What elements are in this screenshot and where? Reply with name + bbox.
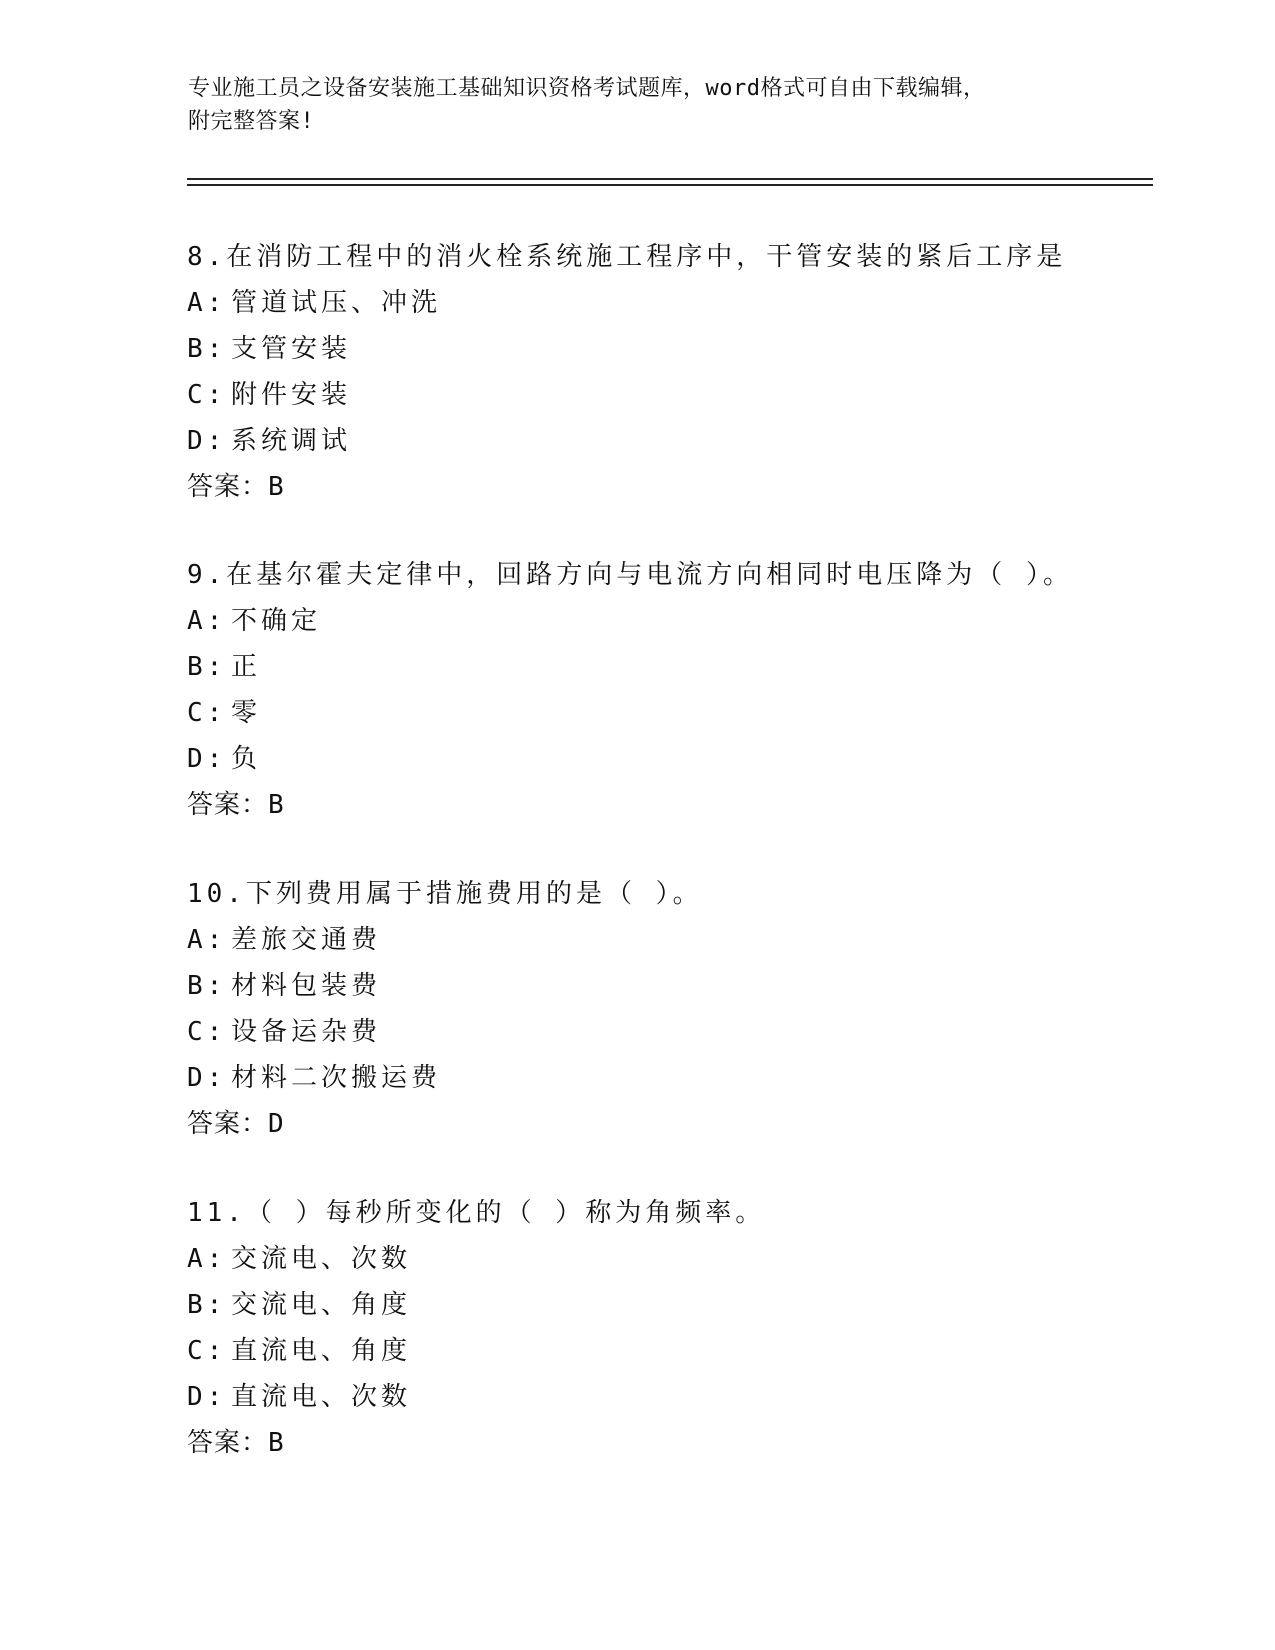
option-key: C: [187,698,227,728]
option-text: 直流电、次数 [231,1382,412,1412]
option-text: 交流电、角度 [231,1290,412,1320]
option-text: 材料二次搬运费 [231,1063,442,1093]
header-divider-top [187,178,1153,180]
question-stem: 11.（ ）每秒所变化的（ ）称为角频率。 [187,1198,766,1228]
option-a [187,598,1147,644]
option-b [187,963,1147,1009]
question-10 [187,871,1147,1147]
option-key: C: [187,1336,227,1366]
option-key: B: [187,1290,227,1320]
option-text: 支管安装 [231,334,352,364]
option-c [187,1328,1147,1374]
option-a [187,280,1147,326]
option-a [187,917,1147,963]
header-line-2: 附完整答案! [188,109,315,134]
option-key: A: [187,288,227,318]
option-key: B: [187,334,227,364]
document-header [188,72,1088,138]
answer-line: 答案：B [187,472,285,502]
header-line-1: 专业施工员之设备安装施工基础知识资格考试题库，word格式可自由下载编辑， [188,76,986,101]
option-text: 不确定 [231,606,322,636]
option-d [187,736,1147,782]
option-b [187,1282,1147,1328]
option-key: B: [187,971,227,1001]
question-stem: 8.在消防工程中的消火栓系统施工程序中，干管安装的紧后工序是 [187,242,1067,272]
option-text: 设备运杂费 [231,1017,382,1047]
option-c [187,372,1147,418]
option-b [187,326,1147,372]
option-text: 附件安装 [231,380,352,410]
option-text: 交流电、次数 [231,1244,412,1274]
question-stem: 9.在基尔霍夫定律中，回路方向与电流方向相同时电压降为（ ）。 [187,560,1073,590]
option-text: 系统调试 [231,426,352,456]
option-key: D: [187,1382,227,1412]
option-key: D: [187,426,227,456]
option-key: A: [187,606,227,636]
option-key: D: [187,1063,227,1093]
option-d [187,1374,1147,1420]
option-d [187,418,1147,464]
option-c [187,1009,1147,1055]
option-b [187,644,1147,690]
question-11 [187,1190,1147,1466]
question-8 [187,234,1147,510]
option-key: C: [187,1017,227,1047]
option-text: 负 [231,744,262,774]
option-key: B: [187,652,227,682]
answer-line: 答案：B [187,790,285,820]
option-text: 零 [231,698,262,728]
header-divider-bottom [187,184,1153,186]
option-text: 管道试压、冲洗 [231,288,442,318]
option-text: 直流电、角度 [231,1336,412,1366]
option-a [187,1236,1147,1282]
option-key: A: [187,1244,227,1274]
option-text: 材料包装费 [231,971,382,1001]
option-key: D: [187,744,227,774]
question-9 [187,552,1147,828]
option-d [187,1055,1147,1101]
answer-line: 答案：B [187,1428,285,1458]
question-stem: 10.下列费用属于措施费用的是（ ）。 [187,879,703,909]
answer-line: 答案：D [187,1109,285,1139]
option-key: A: [187,925,227,955]
option-text: 正 [231,652,262,682]
option-text: 差旅交通费 [231,925,382,955]
option-key: C: [187,380,227,410]
option-c [187,690,1147,736]
